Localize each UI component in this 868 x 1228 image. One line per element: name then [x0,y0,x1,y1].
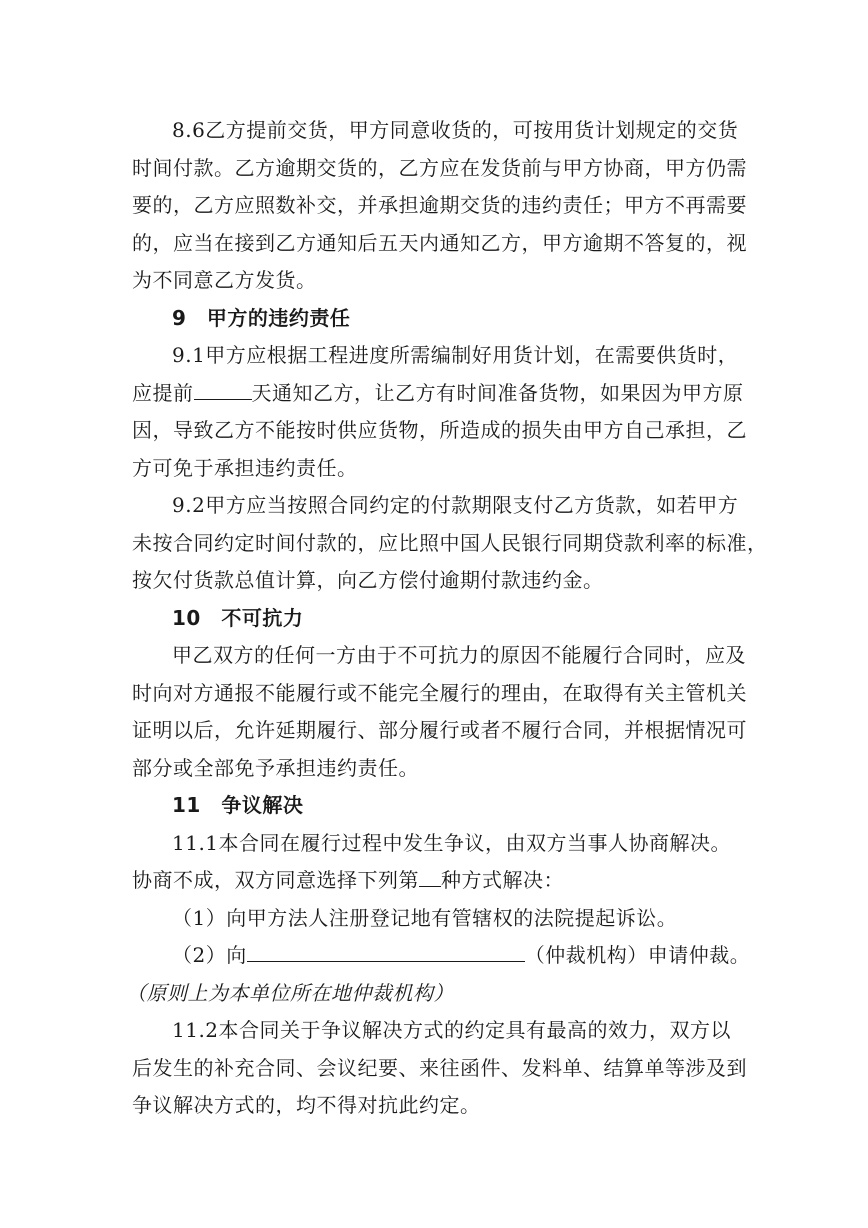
clause-11-1-line-1: 11.1本合同在履行过程中发生争议，由双方当事人协商解决。 [172,831,732,855]
clause-8-6-line-4: 的，应当在接到乙方通知后五天内通知乙方，甲方逾期不答复的，视 [132,231,747,255]
clause-8-6-line-3: 要的，乙方应照数补交，并承担逾期交货的违约责任；甲方不再需要 [132,193,747,217]
clause-9-1-line-3: 因，导致乙方不能按时供应货物，所造成的损失由甲方自己承担，乙 [132,418,747,442]
clause-8-6-line-5: 为不同意乙方发货。 [132,268,317,292]
clause-8-6-line-1: 8.6乙方提前交货，甲方同意收货的，可按用货计划规定的交货 [172,118,739,142]
clause-9-2-line-3: 按欠付货款总值计算，向乙方偿付逾期付款违约金。 [132,568,604,592]
clause-9-2-line-2: 未按合同约定时间付款的，应比照中国人民银行同期贷款利率的标准， [132,531,768,555]
clause-9-1-line-1: 9.1甲方应根据工程进度所需编制好用货计划，在需要供货时， [172,343,739,367]
clause-10-line-1: 甲乙双方的任何一方由于不可抗力的原因不能履行合同时，应及 [172,643,746,667]
section-11-heading: 11 争议解决 [172,793,304,817]
clause-11-2-line-3: 争议解决方式的，均不得对抗此约定。 [132,1093,481,1117]
option-1-line: （1）向甲方法人注册登记地有管辖权的法院提起诉讼。 [172,906,678,930]
days-blank-field[interactable] [194,381,252,400]
clause-8-6-line-2: 时间付款。乙方逾期交货的，乙方应在发货前与甲方协商，甲方仍需 [132,156,747,180]
clause-11-1-line-2 [0,868,868,892]
clause-9-1-line-4: 方可免于承担违约责任。 [132,456,358,480]
text-segment: 天通知乙方，让乙方有时间准备货物，如果因为甲方原 [251,381,744,405]
text-segment: （仲裁机构）申请仲裁。 [524,943,751,967]
option-number-blank-field[interactable] [419,868,441,887]
clause-10-line-2: 时向对方通报不能履行或不能完全履行的理由，在取得有关主管机关 [132,681,747,705]
text-segment: 种方式解决： [441,868,564,892]
clause-9-1-line-2 [0,381,868,405]
arbitration-body-blank-field[interactable] [247,943,525,962]
text-segment: （2）向 [172,943,247,967]
section-9-heading: 9 甲方的违约责任 [172,306,351,330]
clause-11-2-line-2: 后发生的补充合同、会议纪要、来往函件、发料单、结算单等涉及到 [132,1056,747,1080]
clause-10-line-4: 部分或全部免予承担违约责任。 [132,756,419,780]
clause-10-line-3: 证明以后，允许延期履行、部分履行或者不履行合同，并根据情况可 [132,718,747,742]
text-segment: 应提前 [132,381,194,405]
text-segment: 协商不成，双方同意选择下列第 [132,868,419,892]
section-10-heading: 10 不可抗力 [172,606,304,630]
option-2-line [0,943,868,967]
arbitration-note: （原则上为本单位所在地仲裁机构） [126,981,454,1005]
clause-9-2-line-1: 9.2甲方应当按照合同约定的付款期限支付乙方货款，如若甲方 [172,493,739,517]
clause-11-2-line-1: 11.2本合同关于争议解决方式的约定具有最高的效力，双方以 [172,1018,732,1042]
